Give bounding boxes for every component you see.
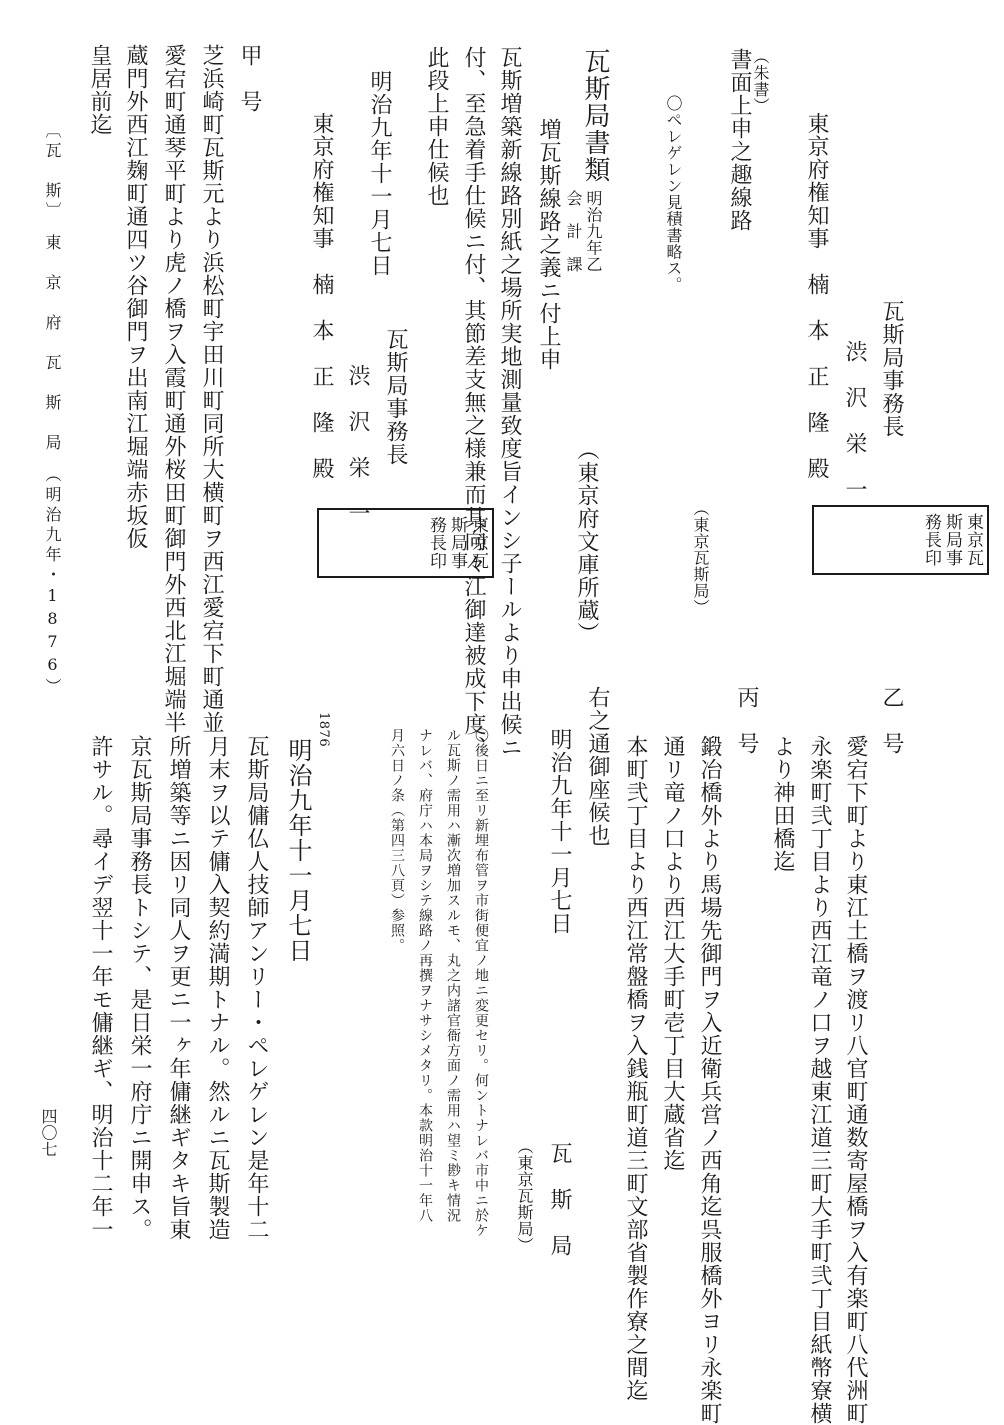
- entry-line: 京瓦斯局事務長トシテ、是日栄一府庁ニ開申ス。: [127, 735, 152, 1241]
- date-line: 明治九年十一月七日: [367, 70, 392, 277]
- route-line: 通リ竜ノ口より西江大手町壱丁目大蔵省迄: [660, 735, 685, 1172]
- section-label: 丙 号: [734, 686, 759, 755]
- section-label: 乙 号: [879, 686, 904, 755]
- seal-line: 東京瓦: [468, 516, 488, 570]
- sender: 瓦 斯 局: [547, 1142, 572, 1257]
- section-label: 甲 号: [237, 44, 262, 113]
- route-line: 永楽町弐丁目より西江竜ノ口ヲ越東江道三町大手町弐丁目紙幣寮横: [807, 735, 832, 1425]
- closing-line: 右之通御座候也: [585, 686, 610, 847]
- page-number: 四〇七: [39, 1108, 58, 1158]
- source-title: 瓦斯局書類: [580, 48, 610, 183]
- official-seal: [317, 508, 494, 578]
- seal-line: 務長印: [921, 513, 941, 567]
- editor-note-line: ル瓦斯ノ需用ハ漸次増加スルモ、丸之内諸官衙方面ノ需用ハ望ミ尠キ情況: [445, 728, 461, 1223]
- body-line: 瓦斯増築新線路別紙之場所実地測量致度旨インシ子ールより申出候ニ: [497, 46, 522, 759]
- route-line: 芝浜崎町瓦斯元より浜松町宇田川町同所大横町ヲ西江愛宕下町通並: [199, 44, 224, 734]
- entry-line: 瓦斯局傭仏人技師アンリー・ペレゲレン是年十二: [244, 735, 269, 1241]
- sender-title: 瓦斯局事務長: [879, 300, 904, 438]
- seal-line: 務長印: [426, 516, 446, 570]
- sender-name: 渋 沢 栄 一: [842, 340, 867, 501]
- editor-note-line: ナレバ、府庁ハ本局ヲシテ線路ノ再撰ヲナサシメタリ。本款明治十一年八: [417, 728, 433, 1223]
- sender-name: 渋 沢 栄 一: [345, 364, 370, 525]
- document-heading: 増瓦斯線路之義ニ付上申: [536, 118, 561, 371]
- body-line: 付、至急着手仕候ニ付、其節差支無之様兼而其向々江御達被成下度、: [461, 46, 486, 759]
- entry-date: 明治九年十一月七日: [284, 738, 312, 963]
- route-line: 鍛冶橋外より馬場先御門ヲ入近衛兵営ノ西角迄呉服橋外ヨリ永楽町: [697, 735, 722, 1425]
- seal-line: 斯局事: [447, 516, 467, 570]
- red-note-text: 書面上申之趣線路: [727, 48, 752, 232]
- year-label: 1876: [316, 712, 331, 748]
- route-line: 蔵門外西江麹町通四ツ谷御門ヲ出南江堀端赤坂仮: [123, 44, 148, 550]
- route-line: 皇居前迄: [87, 44, 112, 136]
- route-line: 本町弐丁目より西江常盤橋ヲ入銭瓶町道三町文部省製作寮之間迄: [623, 735, 648, 1402]
- source-note: （東京瓦斯局）: [515, 1138, 534, 1254]
- entry-line: 月末ヲ以テ傭入契約満期トナル。然ルニ瓦斯製造: [205, 735, 230, 1241]
- addressee: 東京府権知事 楠 本 正 隆 殿: [804, 112, 829, 480]
- addressee: 東京府権知事 楠 本 正 隆 殿: [309, 112, 334, 480]
- running-header: 〔瓦 斯〕 東 京 府 瓦 斯 局 （明治九年・1876）: [43, 122, 62, 698]
- seal-line: 東京瓦: [963, 513, 983, 567]
- route-line: より神田橋迄: [770, 735, 795, 873]
- official-seal: [812, 505, 989, 575]
- archive-note: （東京府文庫所蔵）: [574, 438, 599, 645]
- seal-line: 斯局事: [942, 513, 962, 567]
- source-subtitle-1: 明治九年乙: [584, 190, 603, 273]
- route-line: 愛宕町通琴平町より虎ノ橋ヲ入霞町通外桜田町御門外西北江堀端半: [161, 44, 186, 734]
- entry-line: 許サル。尋イデ翌十一年モ傭継ギ、明治十二年一: [88, 735, 113, 1241]
- editor-note-line: 月六日ノ条（第四三八頁）参照。: [389, 728, 405, 953]
- body-line: 此段上申仕候也: [424, 46, 449, 207]
- entry-line: 所増築等ニ因リ同人ヲ更ニ一ヶ年傭継ギタキ旨東: [166, 735, 191, 1241]
- route-line: 愛宕下町より東江土橋ヲ渡リ八官町通数寄屋橋ヲ入有楽町八代洲町: [843, 735, 868, 1425]
- source-note: （東京瓦斯局）: [691, 500, 710, 616]
- source-subtitle-2: 会 計 課: [564, 190, 583, 273]
- omission-note: 〇ペレゲレン見積書略ス。: [664, 95, 683, 293]
- date-line: 明治九年十一月七日: [547, 728, 572, 935]
- editor-note-line: 〇後日ニ至リ新埋布管ヲ市街便宜ノ地ニ変更セリ。何ントナレバ市中ニ於ケ: [473, 728, 489, 1238]
- sender-title: 瓦斯局事務長: [383, 328, 408, 466]
- red-note-label: （朱書）: [751, 48, 770, 114]
